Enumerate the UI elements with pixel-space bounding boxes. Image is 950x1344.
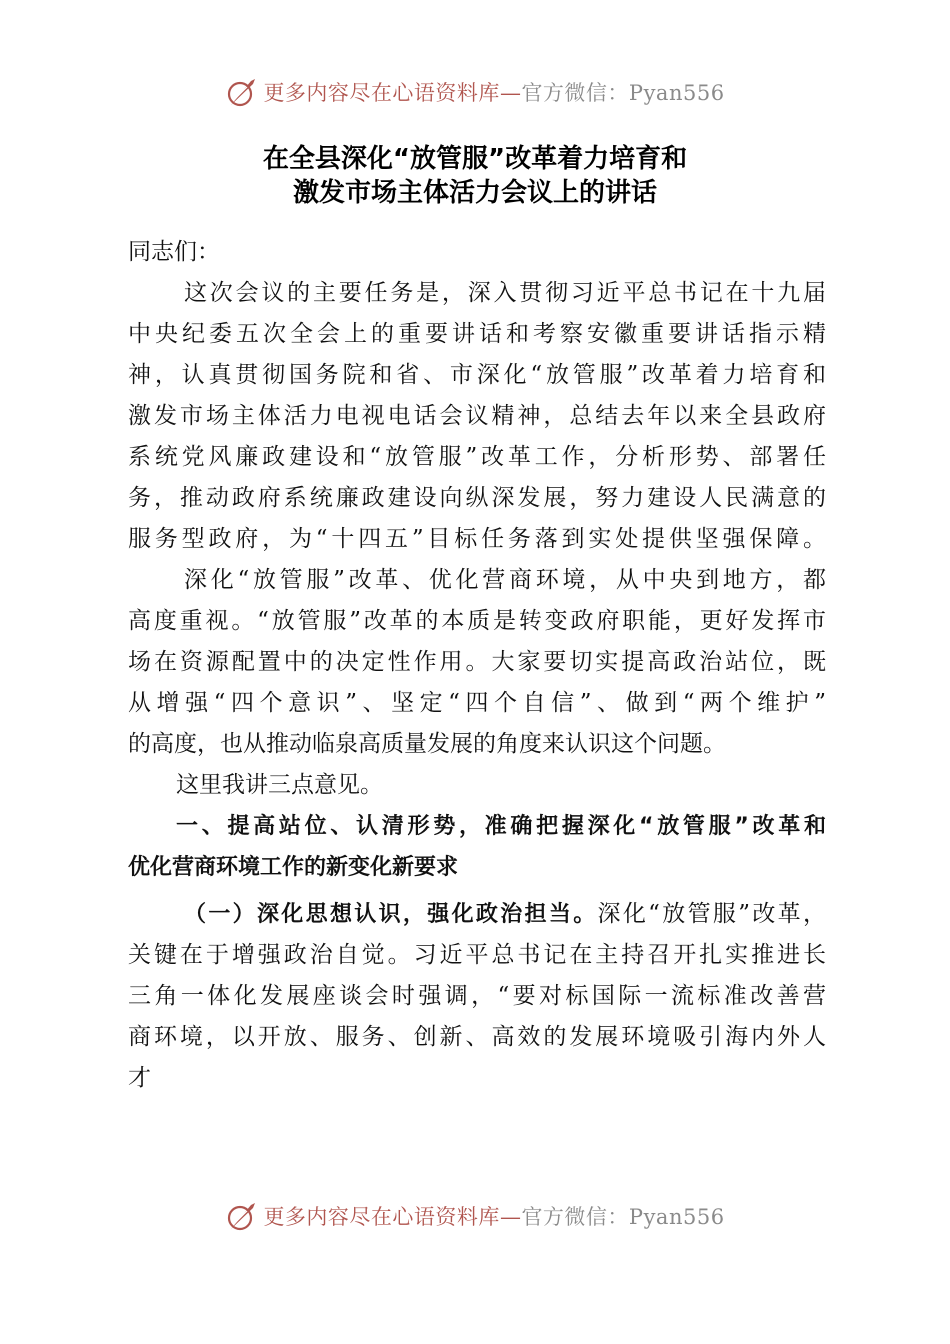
banner-text: 更多内容尽在心语资料库—官方微信：Pyan556 — [263, 81, 725, 105]
subsection-1-line — [128, 894, 826, 935]
paragraph-4-line: 商环境，以开放、服务、创新、高效的发展环境吸引海内外人 — [128, 1024, 826, 1050]
paragraph-1-line: 中央纪委五次全会上的重要讲话和考察安徽重要讲话指示精 — [128, 321, 826, 347]
quill-pen-logo-icon — [225, 1199, 259, 1233]
section-heading-1-line: 优化营商环境工作的新变化新要求 — [128, 855, 459, 880]
document-body — [128, 232, 826, 1099]
title-line-1: 在全县深化“放管服”改革着力培育和 — [262, 144, 688, 174]
paragraph-1-line: 务，推动政府系统廉政建设向纵深发展，努力建设人民满意的 — [128, 485, 826, 511]
paragraph-1-line: 服务型政府，为“十四五”目标任务落到实处提供坚强保障。 — [128, 526, 826, 552]
greeting: 同志们： — [128, 239, 220, 265]
header-banner — [0, 72, 950, 112]
quill-pen-logo-icon — [225, 75, 259, 109]
paragraph-2-line: 从增强“四个意识”、坚定“四个自信”、做到“两个维护” — [128, 690, 826, 716]
section-heading-1-line: 一、提高站位、认清形势，准确把握深化“放管服”改革和 — [176, 814, 826, 839]
paragraph-1-line: 激发市场主体活力电视电话会议精神，总结去年以来全县政府 — [128, 403, 826, 429]
banner-text: 更多内容尽在心语资料库—官方微信：Pyan556 — [263, 1205, 725, 1229]
paragraph-4-line: 才 — [128, 1065, 151, 1091]
paragraph-4-line: 三角一体化发展座谈会时强调，“要对标国际一流标准改善营 — [128, 983, 826, 1009]
paragraph-2-line: 深化“放管服”改革、优化营商环境，从中央到地方，都 — [184, 567, 826, 593]
subsection-1-lead: 深化“放管服”改革， — [597, 901, 826, 927]
paragraph-1-line: 系统党风廉政建设和“放管服”改革工作，分析形势、部署任 — [128, 444, 826, 470]
subsection-1-title: （一）深化思想认识，强化政治担当。 — [184, 902, 598, 927]
document-title — [0, 142, 950, 210]
title-line-2: 激发市场主体活力会议上的讲话 — [292, 178, 657, 208]
paragraph-2-line: 高度重视。“放管服”改革的本质是转变政府职能，更好发挥市 — [128, 608, 826, 634]
paragraph-4-line: 关键在于增强政治自觉。习近平总书记在主持召开扎实推进长 — [128, 942, 826, 968]
footer-banner — [0, 1196, 950, 1236]
paragraph-3: 这里我讲三点意见。 — [176, 772, 383, 798]
paragraph-1-line: 这次会议的主要任务是，深入贯彻习近平总书记在十九届 — [184, 280, 826, 306]
paragraph-2-line: 场在资源配置中的决定性作用。大家要切实提高政治站位，既 — [128, 649, 826, 675]
paragraph-2-line: 的高度，也从推动临泉高质量发展的角度来认识这个问题。 — [128, 731, 726, 757]
paragraph-1-line: 神，认真贯彻国务院和省、市深化“放管服”改革着力培育和 — [128, 362, 826, 388]
